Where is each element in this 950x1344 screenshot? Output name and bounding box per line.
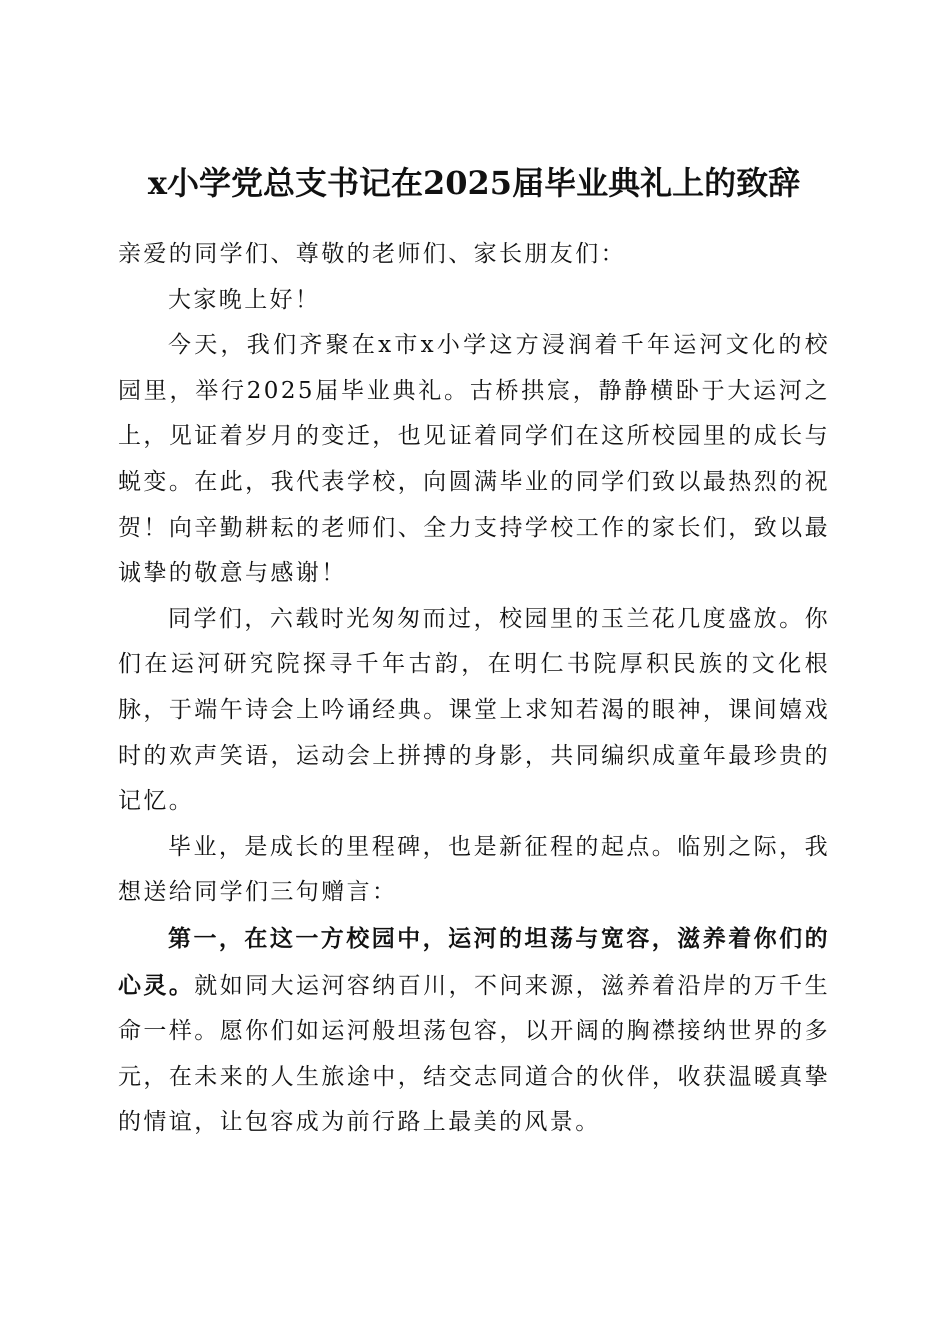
paragraph-first-point [118,916,830,1146]
document-title: x小学党总支书记在2025届毕业典礼上的致辞 [147,164,801,203]
salutation: 亲爱的同学们、尊敬的老师们、家长朋友们： [118,241,626,267]
greeting: 大家晚上好！ [168,286,321,313]
paragraph-opening: 今天，我们齐聚在x市x小学这方浸润着千年运河文化的校园里，举行2025届毕业典礼。古桥拱宸，静静横卧于大运河之上，见证着岁月的变迁，也见证着同学们在这所校园里的成长与蜕变。在此，我代表学校，向圆满毕业的同学们致以最热烈的祝贺！向辛勤耕耘的老师们、全力支持学校工作的家长们，致以最诚挚的敬意与感谢！ [118,332,830,587]
paragraph-farewell: 毕业，是成长的里程碑，也是新征程的起点。临别之际，我想送给同学们三句赠言： [118,833,830,906]
first-point-heading: 第一，在这一方校园中，运河的坦荡与宽容，滋养着你们的心灵。 [118,924,830,999]
document-body [118,232,830,1146]
paragraph-memories: 同学们，六载时光匆匆而过，校园里的玉兰花几度盛放。你们在运河研究院探寻千年古韵，在明仁书院厚积民族的文化根脉，于端午诗会上吟诵经典。课堂上求知若渴的眼神，课间嬉戏时的欢声笑语，运动会上拼搏的身影，共同编织成童年最珍贵的记忆。 [118,605,830,815]
first-point-text: 就如同大运河容纳百川，不问来源，滋养着沿岸的万千生命一样。愿你们如运河般坦荡包容，以开阔的胸襟接纳世界的多元，在未来的人生旅途中，结交志同道合的伙伴，收获温暖真挚的情谊，让包容成为前行路上最美的风景。 [118,972,831,1136]
